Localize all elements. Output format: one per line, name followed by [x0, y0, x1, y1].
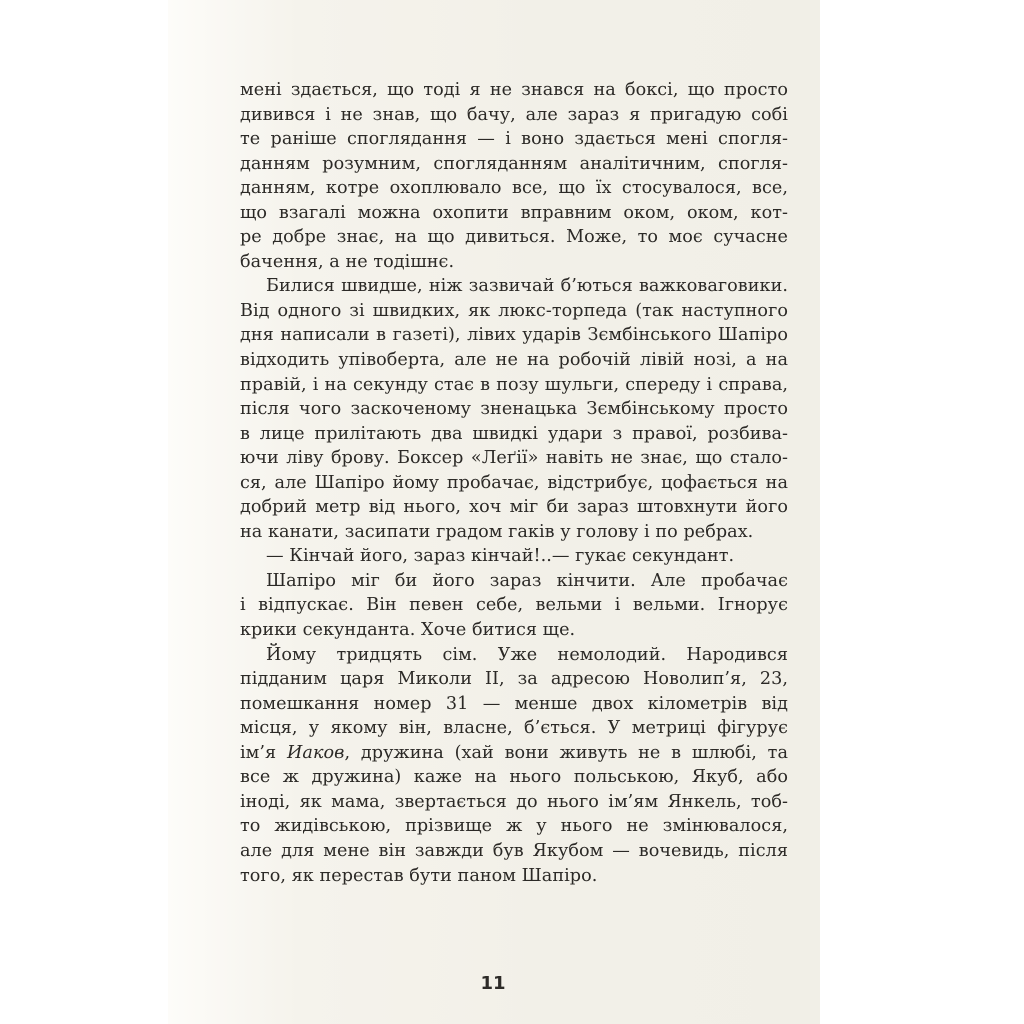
page-number: 11 — [480, 973, 506, 994]
text-line: ім’я Иаков, дружина (хай вони живуть не в шлюбі, та — [240, 742, 788, 763]
text-line: то жидівською, прізвище ж у нього не змінювалося, — [240, 816, 788, 837]
text-line: мені здається, що тоді я не знався на боксі, що просто — [240, 80, 788, 100]
paragraph — [240, 274, 788, 544]
text-line: в лице прилітають два швидкі удари з правої, розбива- — [240, 423, 788, 444]
paragraph — [240, 569, 788, 643]
text-line: на канати, засипати градом гаків у голову і по ребрах. — [240, 521, 754, 542]
paragraph — [240, 78, 788, 274]
text-line: того, як перестав бути паном Шапіро. — [240, 865, 598, 886]
text-line: те раніше споглядання — і воно здається мені спогля- — [240, 129, 788, 150]
text-line: крики секунданта. Хоче битися ще. — [240, 620, 576, 641]
text-line: дня написали в газеті), лівих ударів Зємбінського Шапіро — [240, 325, 788, 346]
text-line: і відпускає. Він певен себе, вельми і вельми. Ігнорує — [240, 595, 788, 616]
text-line: данням розумним, спогляданням аналітичним, спогля- — [240, 153, 788, 174]
text-line: бачення, а не тодішнє. — [240, 251, 455, 272]
text-line: помешкання номер 31 — менше двох кілометрів від — [240, 693, 788, 714]
text-line: — Кінчай його, зараз кінчай!..— гукає секундант. — [266, 546, 735, 567]
text-line: Шапіро міг би його зараз кінчити. Але пробачає — [266, 570, 788, 591]
text-line: після чого заскоченому зненацька Зємбінському просто — [240, 399, 788, 420]
text-line: все ж дружина) каже на нього польською, Якуб, або — [240, 767, 788, 788]
text-line: дивився і не знав, що бачу, але зараз я пригадую собі — [240, 104, 788, 125]
text-line: відходить упівоберта, але не на робочій лівій нозі, а на — [240, 350, 788, 371]
text-line: ючи ліву брову. Боксер «Леґії» навіть не знає, що стало- — [240, 448, 788, 469]
body-text — [240, 78, 788, 888]
text-line: Йому тридцять сім. Уже немолодий. Народився — [266, 644, 788, 665]
text-line: що взагалі можна охопити вправним оком, оком, кот- — [240, 202, 788, 223]
paragraph — [240, 544, 788, 569]
text-line: ся, але Шапіро йому пробачає, відстрибує, цофається на — [240, 472, 788, 493]
paragraph — [240, 643, 788, 888]
text-line: Билися швидше, ніж зазвичай б’ються важковаговики. — [266, 276, 788, 297]
text-line: місця, у якому він, власне, б’ється. У метриці фігурує — [240, 718, 788, 739]
text-line: Від одного зі швидких, як люкс-торпеда (так наступного — [240, 300, 788, 321]
text-line: правій, і на секунду стає в позу шульги, спереду і справа, — [240, 374, 788, 395]
italic-name: Иаков — [287, 742, 345, 763]
text-line: добрий метр від нього, хоч міг би зараз штовхнути його — [240, 497, 788, 518]
text-line: іноді, як мама, звертається до нього ім’ям Янкель, тоб- — [240, 791, 788, 812]
text-line: підданим царя Миколи II, за адресою Новолип’я, 23, — [240, 669, 788, 690]
text-line: але для мене він завжди був Якубом — вочевидь, після — [240, 840, 788, 861]
text-line: данням, котре охоплювало все, що їх стосувалося, все, — [240, 178, 788, 199]
text-line: ре добре знає, на що дивиться. Може, то моє сучасне — [240, 227, 788, 248]
